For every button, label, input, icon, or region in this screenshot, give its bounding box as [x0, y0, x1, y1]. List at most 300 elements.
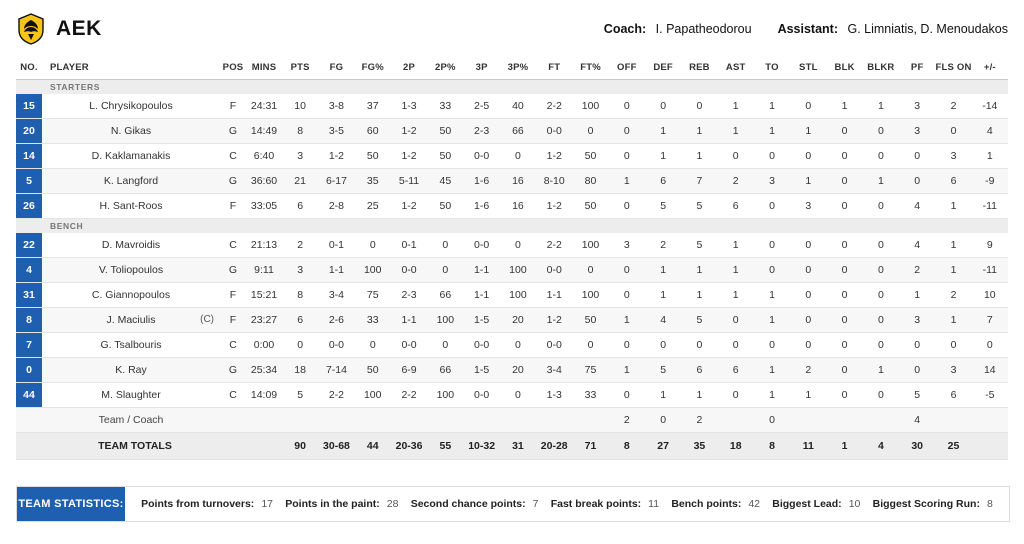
stat-to: 0	[769, 200, 775, 212]
team-stat-item	[772, 498, 860, 510]
jersey-number: 14	[16, 144, 42, 169]
stat-ftp: 50	[584, 200, 597, 212]
col-player: PLAYER	[42, 56, 220, 80]
col-no: NO.	[16, 56, 42, 80]
stat-pts: 6	[282, 308, 318, 333]
stat-def: 0	[660, 339, 667, 351]
col-ast: AST	[718, 56, 754, 80]
stat-blk: 0	[826, 169, 862, 194]
stat-p3: 0-0	[474, 339, 490, 351]
stat-ast: 0	[732, 339, 739, 351]
stat-blkr: 4	[863, 433, 899, 460]
stat-p2p: 50	[439, 200, 452, 212]
stat-def: 0	[645, 408, 681, 433]
stat-ast: 0	[732, 389, 739, 401]
stat-p2: 1-3	[401, 100, 417, 112]
stat-ftp: 0	[587, 339, 594, 351]
player-name[interactable]: D. Mavroidis	[101, 239, 161, 251]
stat-pf: 4	[914, 200, 921, 212]
stat-p3: 1-5	[463, 308, 499, 333]
stat-def: 1	[660, 150, 667, 162]
stat-off: 1	[609, 358, 645, 383]
stat-flson: 1	[935, 308, 971, 333]
stat-ftp: 50	[572, 308, 608, 333]
stat-ft: 20-28	[536, 433, 572, 460]
player-name[interactable]: H. Sant-Roos	[99, 200, 163, 212]
stat-p3: 0-0	[474, 389, 490, 401]
stat-p3: 2-5	[474, 100, 490, 112]
table-row[interactable]	[16, 169, 1008, 194]
stat-p3: 1-1	[474, 289, 490, 301]
team-stat-value: 42	[748, 498, 760, 510]
col-pts: PTS	[282, 56, 318, 80]
stat-pf: 4	[914, 239, 921, 251]
boxscore-table	[16, 56, 1008, 460]
player-position: C	[229, 239, 237, 251]
stat-to: 1	[769, 389, 775, 401]
team-stat-label: Biggest Scoring Run:	[872, 498, 980, 510]
stat-fg: 6-17	[318, 169, 354, 194]
stat-p2: 0-1	[401, 239, 417, 251]
jersey-number: 5	[16, 169, 42, 194]
stat-pf: 0	[899, 358, 935, 383]
stat-pm: 1	[986, 150, 993, 162]
jersey-number	[16, 433, 42, 460]
stat-pts	[282, 408, 318, 433]
stat-p3p	[500, 408, 536, 433]
stat-stl: 0	[805, 239, 812, 251]
player-position: F	[229, 100, 237, 112]
stat-p2: 1-1	[391, 308, 427, 333]
stat-flson: 1	[950, 239, 957, 251]
stat-ft: 8-10	[536, 169, 572, 194]
stat-pm	[972, 408, 1008, 433]
stat-pts: 10	[294, 100, 306, 112]
stat-p2p: 50	[439, 150, 452, 162]
stat-blkr: 0	[877, 389, 884, 401]
stat-reb: 5	[696, 200, 703, 212]
stat-stl: 0	[805, 150, 812, 162]
team-statistics-bar	[16, 486, 1010, 522]
stat-def: 4	[645, 308, 681, 333]
stat-off: 0	[623, 339, 630, 351]
stat-ast: 6	[732, 200, 739, 212]
stat-p2p: 66	[427, 358, 463, 383]
table-row[interactable]	[16, 119, 1008, 144]
jersey-number: 4	[16, 258, 42, 283]
stat-off: 0	[623, 389, 630, 401]
stat-off: 0	[623, 150, 630, 162]
team-stat-label: Fast break points:	[550, 498, 642, 510]
col-fg: FG	[318, 56, 354, 80]
stat-off: 3	[623, 239, 630, 251]
stat-to: 1	[754, 119, 790, 144]
stat-pf: 3	[899, 308, 935, 333]
player-minutes: 21:13	[250, 239, 278, 251]
player-minutes	[246, 433, 282, 460]
stat-to: 3	[754, 169, 790, 194]
stat-off: 1	[609, 308, 645, 333]
stat-p2: 0-0	[401, 339, 417, 351]
stat-p3: 1-6	[463, 169, 499, 194]
team-stat-item	[551, 498, 659, 510]
table-row[interactable]	[16, 194, 1008, 219]
team-stat-value: 8	[986, 498, 993, 510]
stat-p2p: 55	[427, 433, 463, 460]
stat-ast: 18	[718, 433, 754, 460]
stat-fgp	[355, 408, 391, 433]
stat-p3p: 0	[515, 150, 521, 162]
table-row[interactable]	[16, 258, 1008, 283]
section-spacer	[16, 219, 42, 234]
stat-pts: 5	[297, 389, 304, 401]
stat-reb: 1	[681, 119, 717, 144]
stat-off: 0	[609, 258, 645, 283]
player-minutes: 36:60	[246, 169, 282, 194]
stat-flson	[935, 408, 971, 433]
stat-ft: 2-2	[546, 100, 562, 112]
stat-ftp: 0	[572, 258, 608, 283]
stat-def: 1	[645, 258, 681, 283]
stat-ast: 1	[732, 289, 739, 301]
col-def: DEF	[645, 56, 681, 80]
stat-p2p: 0	[427, 258, 463, 283]
team-stat-value: 28	[386, 498, 399, 510]
team-stat-item	[873, 498, 993, 510]
stat-fgp: 44	[355, 433, 391, 460]
stat-p2: 1-2	[391, 119, 427, 144]
stat-blkr: 0	[863, 308, 899, 333]
col-fgp: FG%	[355, 56, 391, 80]
stat-stl: 1	[790, 119, 826, 144]
col-to: TO	[754, 56, 790, 80]
player-minutes: 6:40	[253, 150, 275, 162]
stat-p3p: 40	[512, 100, 524, 112]
player-position: C	[229, 339, 237, 351]
stat-p3p: 100	[509, 289, 527, 301]
jersey-number: 20	[16, 119, 42, 144]
player-name[interactable]: K. Ray	[42, 358, 220, 383]
table-row[interactable]	[16, 383, 1008, 408]
stat-ft: 1-3	[546, 389, 562, 401]
player-minutes: 14:09	[250, 389, 278, 401]
player-name[interactable]: N. Gikas	[42, 119, 220, 144]
col-mins: MINS	[246, 56, 282, 80]
stat-pf: 0	[899, 169, 935, 194]
team-stat-label: Points from turnovers:	[141, 498, 255, 510]
stat-def: 1	[645, 119, 681, 144]
stat-stl: 11	[790, 433, 826, 460]
stat-blk: 0	[841, 389, 848, 401]
player-name[interactable]: K. Langford	[42, 169, 220, 194]
col-plusminus: +/-	[972, 56, 1008, 80]
player-name[interactable]: TEAM TOTALS	[42, 433, 220, 460]
team-stat-label: Points in the paint:	[285, 498, 380, 510]
stat-off: 2	[609, 408, 645, 433]
stat-reb: 1	[696, 150, 703, 162]
stat-fgp: 0	[369, 239, 376, 251]
stat-pts: 8	[297, 289, 304, 301]
stat-blkr: 0	[877, 339, 884, 351]
player-name[interactable]: Team / Coach	[42, 408, 220, 433]
stat-def: 5	[660, 200, 667, 212]
table-header	[16, 56, 1008, 80]
stat-stl	[790, 408, 826, 433]
stat-flson: 6	[935, 169, 971, 194]
stat-p2: 1-2	[401, 200, 417, 212]
stat-blk: 0	[826, 258, 862, 283]
stat-blk: 1	[841, 100, 848, 112]
stat-pm: -5	[985, 389, 995, 401]
stat-ftp: 0	[572, 119, 608, 144]
stat-fg: 3-4	[328, 289, 345, 301]
stat-pts: 3	[297, 150, 304, 162]
stat-fgp: 75	[366, 289, 379, 301]
stat-flson: 2	[950, 100, 957, 112]
stat-reb: 0	[696, 100, 703, 112]
col-3p: 3P	[463, 56, 499, 80]
stat-stl: 1	[805, 389, 812, 401]
stat-pts: 3	[282, 258, 318, 283]
stat-reb: 6	[681, 358, 717, 383]
stat-ftp: 75	[572, 358, 608, 383]
stat-blk: 0	[841, 239, 848, 251]
stat-ast: 1	[732, 239, 739, 251]
stat-to: 0	[769, 339, 775, 351]
table-row[interactable]	[16, 144, 1008, 169]
stat-to: 0	[754, 408, 790, 433]
stat-def: 27	[645, 433, 681, 460]
stat-fgp: 35	[355, 169, 391, 194]
stat-ft: 0-0	[536, 119, 572, 144]
player-minutes	[246, 408, 282, 433]
stat-pf: 0	[914, 339, 921, 351]
stat-fg: 2-2	[328, 389, 345, 401]
stat-def: 1	[660, 289, 667, 301]
page-header	[0, 0, 1024, 56]
player-name[interactable]: V. Toliopoulos	[42, 258, 220, 283]
stat-fgp: 50	[366, 150, 379, 162]
stat-p2p: 0	[442, 239, 449, 251]
player-minutes: 9:11	[246, 258, 282, 283]
stat-flson: 1	[935, 258, 971, 283]
stat-blkr: 0	[877, 150, 884, 162]
team-stat-value: 7	[532, 498, 539, 510]
jersey-number: 26	[16, 194, 42, 219]
stat-p3p: 0	[515, 239, 521, 251]
stat-p3: 1-6	[474, 200, 490, 212]
stat-pf: 4	[899, 408, 935, 433]
team-stat-item	[671, 498, 760, 510]
player-minutes: 0:00	[253, 339, 275, 351]
stat-blk: 0	[841, 150, 848, 162]
stat-pm: 9	[986, 239, 993, 251]
jersey-number: 7	[16, 333, 42, 358]
stat-reb: 5	[696, 239, 703, 251]
player-name[interactable]: G. Tsalbouris	[100, 339, 162, 351]
stat-blkr: 0	[863, 258, 899, 283]
jersey-number: 8	[16, 308, 42, 333]
stat-pts: 21	[282, 169, 318, 194]
section-header-row	[16, 219, 1008, 234]
stat-p3p: 20	[500, 358, 536, 383]
stat-pm	[972, 433, 1008, 460]
assistant-names: G. Limniatis, D. Menoudakos	[847, 22, 1008, 36]
coach-info	[604, 22, 752, 36]
jersey-number: 44	[16, 383, 42, 408]
stat-pm: 10	[983, 289, 996, 301]
team-coach-row	[16, 408, 1008, 433]
stat-pm: -11	[982, 200, 998, 212]
stat-fg: 7-14	[318, 358, 354, 383]
stat-ast: 6	[718, 358, 754, 383]
stat-pf: 5	[914, 389, 921, 401]
stat-p2p	[427, 408, 463, 433]
col-reb: REB	[681, 56, 717, 80]
player-minutes: 23:27	[246, 308, 282, 333]
stat-fgp: 60	[355, 119, 391, 144]
team-totals-row	[16, 433, 1008, 460]
stat-to: 1	[754, 358, 790, 383]
stat-p3: 0-0	[474, 150, 490, 162]
player-position: C	[229, 150, 237, 162]
stat-fg: 2-6	[318, 308, 354, 333]
stat-ft: 0-0	[536, 258, 572, 283]
stat-ft: 0-0	[546, 339, 562, 351]
stat-ast: 0	[718, 308, 754, 333]
stat-fg: 3-5	[318, 119, 354, 144]
stat-fgp: 50	[355, 358, 391, 383]
stat-pts: 0	[297, 339, 304, 351]
stat-fg: 0-0	[328, 339, 345, 351]
stat-p3p: 66	[500, 119, 536, 144]
stat-p3: 1-1	[463, 258, 499, 283]
coach-name: I. Papatheodorou	[655, 22, 752, 36]
team-stat-item	[285, 498, 398, 510]
stat-fgp: 25	[366, 200, 379, 212]
stat-ftp: 80	[572, 169, 608, 194]
stat-stl: 0	[805, 289, 812, 301]
stat-blkr: 0	[863, 119, 899, 144]
col-flson: FLS ON	[935, 56, 971, 80]
stat-off: 0	[609, 119, 645, 144]
stat-blk: 0	[841, 200, 848, 212]
stat-blkr: 0	[877, 200, 884, 212]
player-position	[220, 408, 246, 433]
stat-fgp: 37	[366, 100, 379, 112]
stat-p3p: 0	[515, 389, 521, 401]
player-name[interactable]: J. Maciulis (C)	[42, 308, 220, 333]
player-position: G	[220, 119, 246, 144]
jersey-number: 22	[16, 233, 42, 258]
stat-pm: 0	[986, 339, 993, 351]
stat-ast: 1	[718, 119, 754, 144]
player-name[interactable]: C. Giannopoulos	[91, 289, 171, 301]
player-name[interactable]: L. Chrysikopoulos	[89, 100, 173, 112]
section-header-row	[16, 80, 1008, 95]
stat-blk	[826, 408, 862, 433]
staff-info	[604, 22, 1008, 36]
stat-def: 0	[660, 100, 667, 112]
stat-ft: 1-2	[546, 200, 562, 212]
table-row[interactable]	[16, 94, 1008, 119]
eagle-crest-icon	[16, 13, 46, 45]
stat-off: 8	[609, 433, 645, 460]
player-minutes: 24:31	[250, 100, 278, 112]
stat-p2p: 100	[436, 389, 455, 401]
stat-def: 1	[660, 389, 667, 401]
stat-p2p: 50	[427, 119, 463, 144]
stat-blk: 1	[826, 433, 862, 460]
stat-pf: 1	[914, 289, 921, 301]
stat-p2: 6-9	[391, 358, 427, 383]
stat-ft: 3-4	[536, 358, 572, 383]
player-minutes: 33:05	[250, 200, 278, 212]
team-stat-value: 10	[848, 498, 861, 510]
stat-pf: 3	[899, 119, 935, 144]
stat-stl: 0	[790, 308, 826, 333]
stat-p2: 20-36	[391, 433, 427, 460]
stat-pts: 90	[282, 433, 318, 460]
stat-ast: 2	[718, 169, 754, 194]
stat-to: 0	[769, 239, 775, 251]
stat-off: 0	[623, 100, 630, 112]
stat-ast: 0	[732, 150, 739, 162]
captain-marker: (C)	[200, 314, 214, 325]
col-pos: POS	[220, 56, 246, 80]
col-2p: 2P	[391, 56, 427, 80]
stat-reb: 1	[696, 389, 703, 401]
stat-ftp: 71	[572, 433, 608, 460]
stat-p3p: 31	[500, 433, 536, 460]
stat-pts: 6	[297, 200, 304, 212]
stat-pm: 7	[972, 308, 1008, 333]
jersey-number: 31	[16, 283, 42, 308]
stat-def: 6	[645, 169, 681, 194]
stat-stl: 0	[805, 339, 812, 351]
stat-pf: 3	[914, 100, 921, 112]
stat-blk: 0	[841, 339, 848, 351]
table-row[interactable]	[16, 308, 1008, 333]
stat-blk: 0	[826, 308, 862, 333]
stat-blkr	[863, 408, 899, 433]
stat-blk: 0	[841, 289, 848, 301]
jersey-number: 0	[16, 358, 42, 383]
table-row[interactable]	[16, 333, 1008, 358]
col-blk: BLK	[826, 56, 862, 80]
table-row[interactable]	[16, 233, 1008, 258]
table-row[interactable]	[16, 358, 1008, 383]
table-body	[16, 80, 1008, 460]
section-label: BENCH	[42, 219, 1008, 234]
stat-p3p: 20	[500, 308, 536, 333]
col-ft: FT	[536, 56, 572, 80]
player-name[interactable]: D. Kaklamanakis	[91, 150, 171, 162]
stat-blkr: 0	[877, 289, 884, 301]
stat-fg: 0-1	[328, 239, 345, 251]
stat-ft	[536, 408, 572, 433]
stat-reb: 35	[681, 433, 717, 460]
stat-off: 0	[623, 200, 630, 212]
stat-fg	[318, 408, 354, 433]
player-name[interactable]: M. Slaughter	[101, 389, 161, 401]
stat-fg: 30-68	[318, 433, 354, 460]
stat-pm: -14	[982, 100, 998, 112]
col-2pp: 2P%	[427, 56, 463, 80]
stat-ftp: 100	[581, 100, 600, 112]
table-row[interactable]	[16, 283, 1008, 308]
stat-reb: 2	[681, 408, 717, 433]
